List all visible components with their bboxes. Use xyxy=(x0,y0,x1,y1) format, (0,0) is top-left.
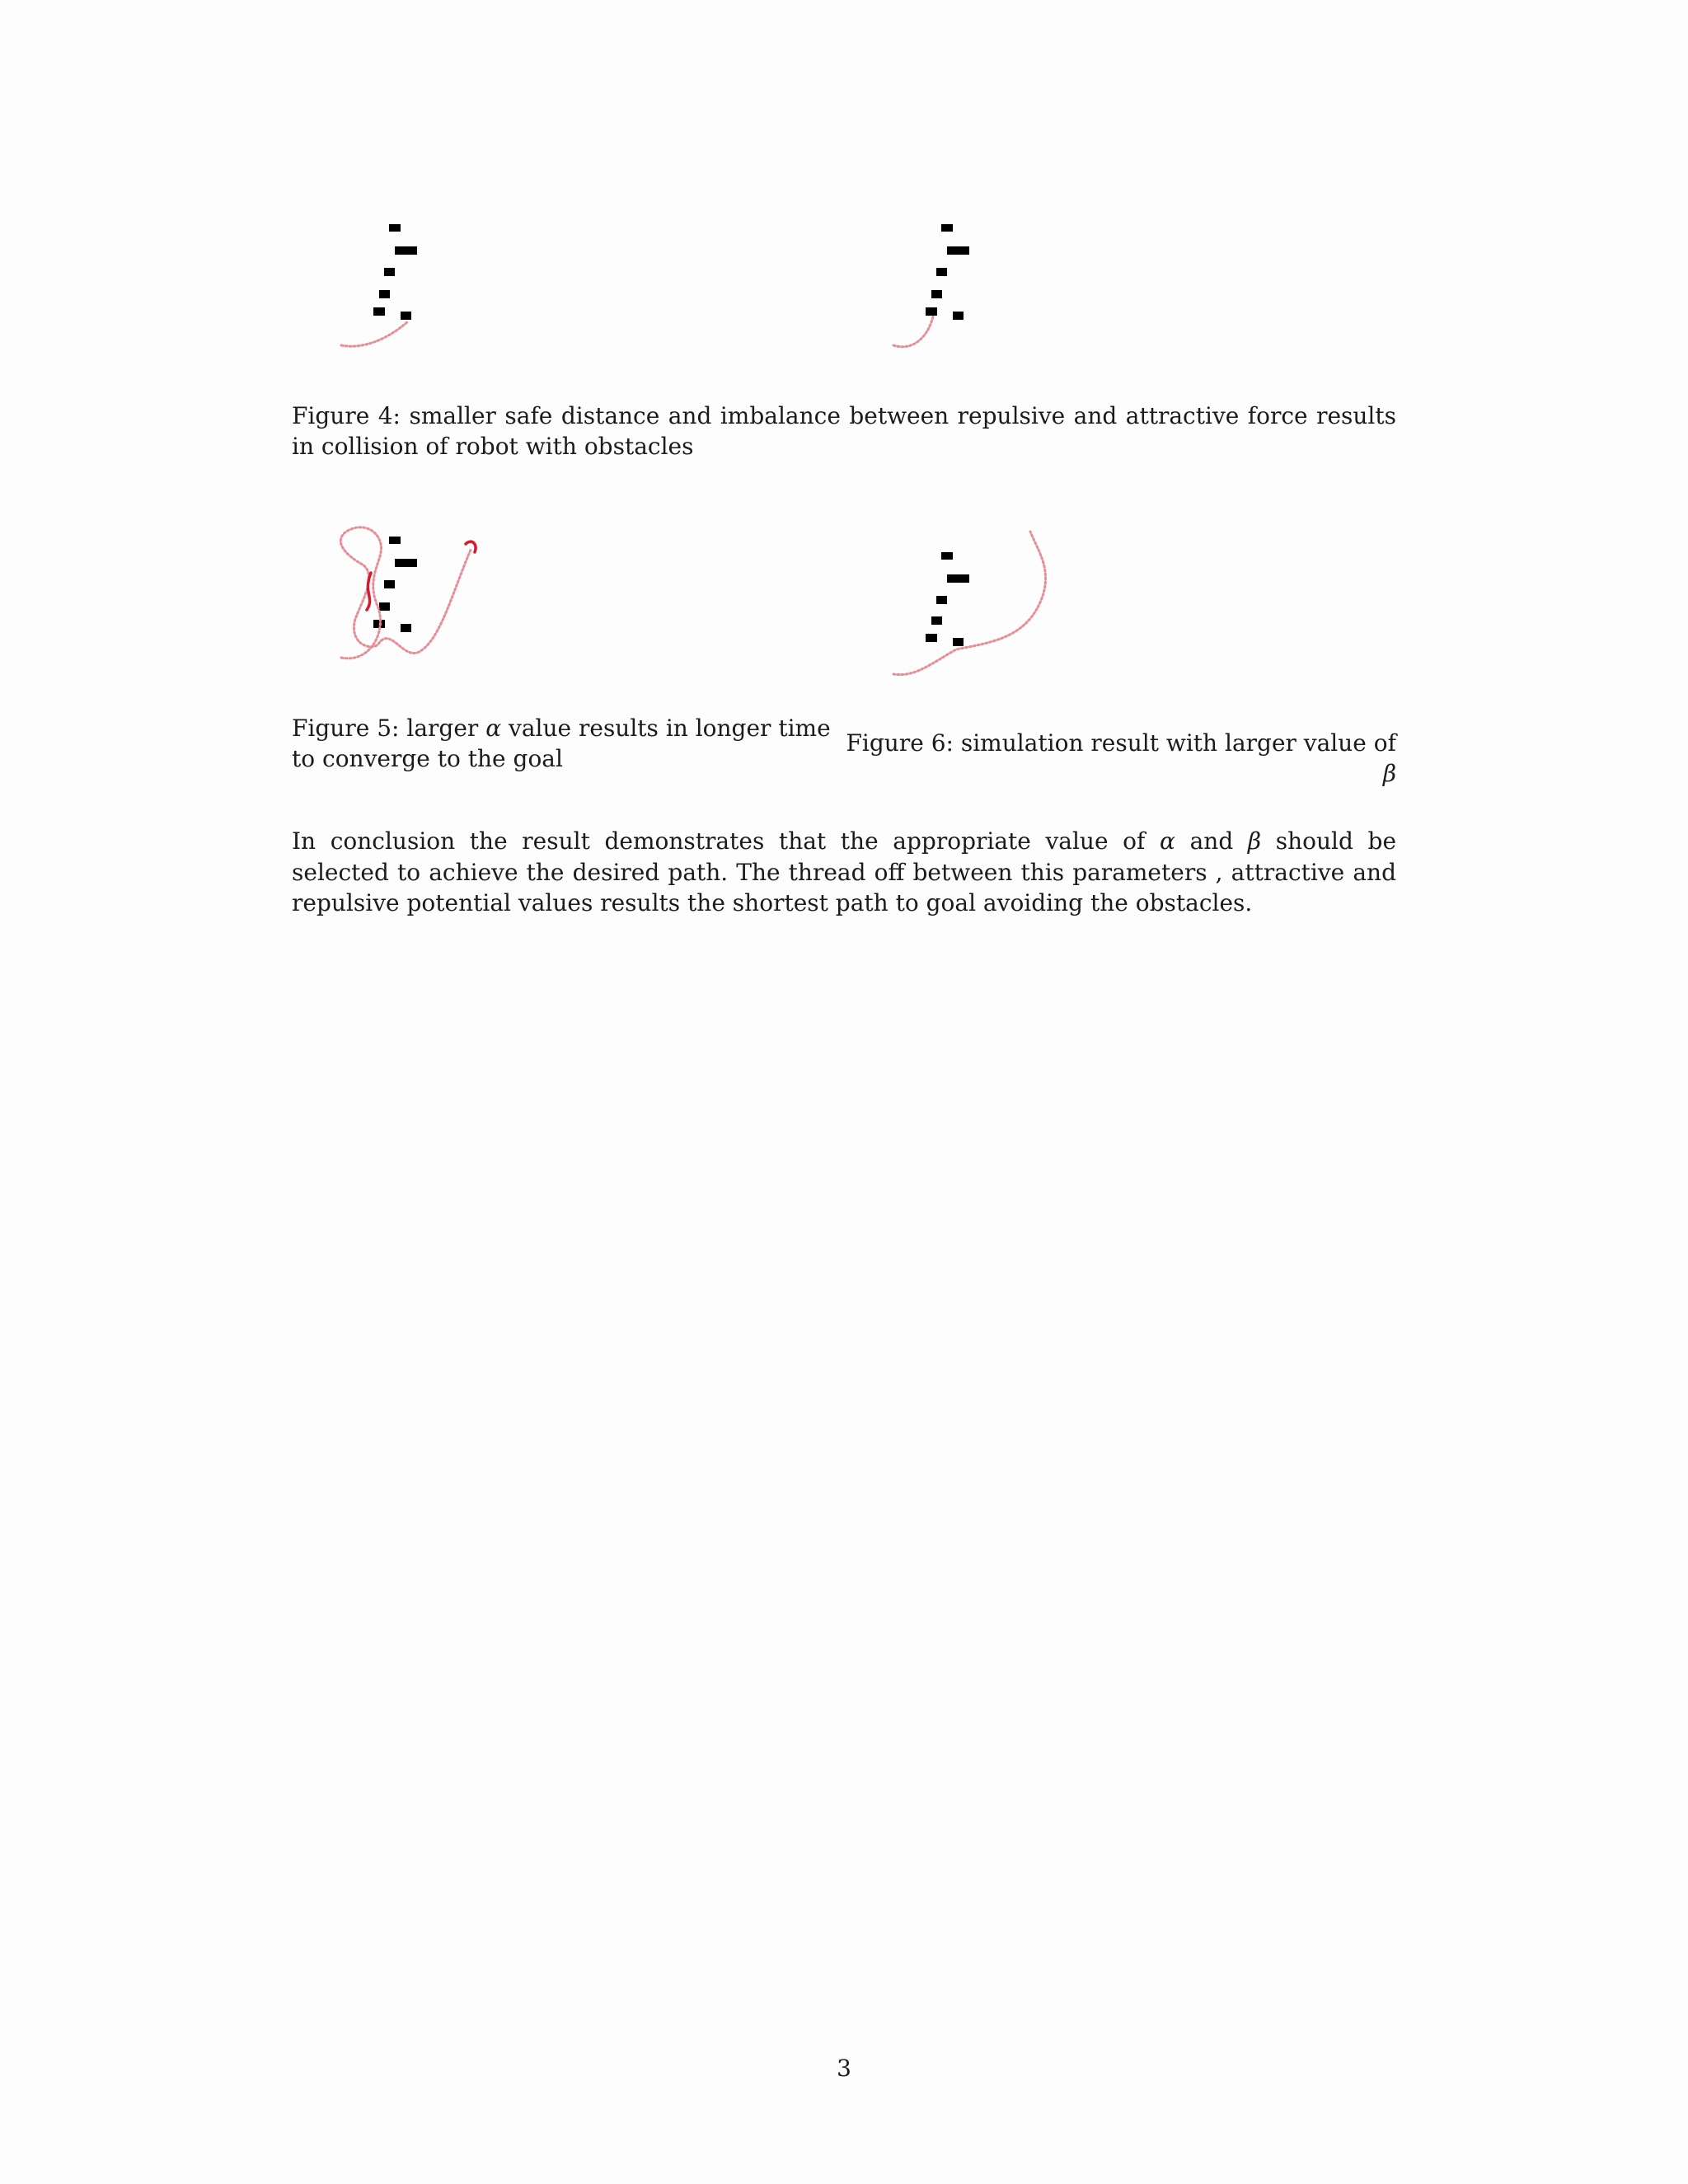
page-number: 3 xyxy=(837,2055,851,2082)
obstacle xyxy=(389,224,401,232)
paragraph-text: In conclusion the result demonstrates that the appropriate value of xyxy=(292,827,1146,855)
robot-trajectory xyxy=(341,321,408,346)
figure-4-caption xyxy=(292,401,1396,462)
obstacle xyxy=(953,312,964,320)
obstacle xyxy=(389,537,401,544)
paragraph-text: and xyxy=(1189,827,1234,855)
robot-trajectory xyxy=(893,532,1046,675)
obstacles xyxy=(373,224,417,320)
obstacle xyxy=(395,559,417,567)
caption-label: Figure 4: xyxy=(292,402,401,429)
figure-4-left-plot xyxy=(330,216,445,356)
obstacle xyxy=(936,268,947,276)
obstacle xyxy=(379,290,390,298)
obstacle xyxy=(395,246,417,255)
robot-trajectory xyxy=(893,316,933,347)
obstacle xyxy=(379,602,390,611)
obstacle xyxy=(931,290,942,298)
obstacle xyxy=(401,312,411,320)
figure-6-plot xyxy=(882,519,1080,684)
alpha-symbol: α xyxy=(485,715,502,742)
obstacle xyxy=(941,552,953,560)
robot-trajectory xyxy=(340,527,471,658)
figure-5-plot xyxy=(330,515,495,672)
obstacle xyxy=(947,574,969,583)
obstacle xyxy=(926,307,937,316)
caption-text-post: value results in longer time to converge to the goal xyxy=(292,715,831,772)
figure-4-right xyxy=(882,216,997,356)
figure-6-caption xyxy=(844,728,1396,789)
figure-6 xyxy=(882,519,1080,684)
obstacle xyxy=(947,246,969,255)
beta-symbol: β xyxy=(1382,760,1396,787)
figure-5-caption xyxy=(292,713,844,774)
figure-5 xyxy=(330,515,495,672)
obstacles xyxy=(926,552,969,646)
obstacle xyxy=(936,596,947,604)
figure-4-right-plot xyxy=(882,216,997,356)
obstacle xyxy=(384,268,395,276)
obstacle xyxy=(941,224,953,232)
caption-text: smaller safe distance and imbalance between repulsive and attractive force results in collision of robot with obstacles xyxy=(292,402,1397,460)
caption-text-pre: larger xyxy=(406,715,479,742)
paragraph-text: should be selected to achieve the desired path. The thread off between this parameters , attractive and repulsive potential values results the shortest path to goal avoiding the obstacles. xyxy=(292,827,1397,916)
obstacle xyxy=(401,624,411,632)
caption-label: Figure 6: xyxy=(846,729,954,757)
caption-label: Figure 5: xyxy=(292,715,400,742)
obstacle xyxy=(384,580,395,588)
conclusion-paragraph xyxy=(292,826,1396,919)
beta-symbol: β xyxy=(1247,827,1262,855)
figure-4-left xyxy=(330,216,445,356)
obstacles xyxy=(926,224,969,320)
obstacle xyxy=(373,307,385,316)
caption-text: simulation result with larger value of xyxy=(960,729,1396,757)
alpha-symbol: α xyxy=(1160,827,1175,855)
obstacle xyxy=(926,634,937,642)
obstacle xyxy=(953,638,964,646)
obstacle xyxy=(931,616,942,625)
